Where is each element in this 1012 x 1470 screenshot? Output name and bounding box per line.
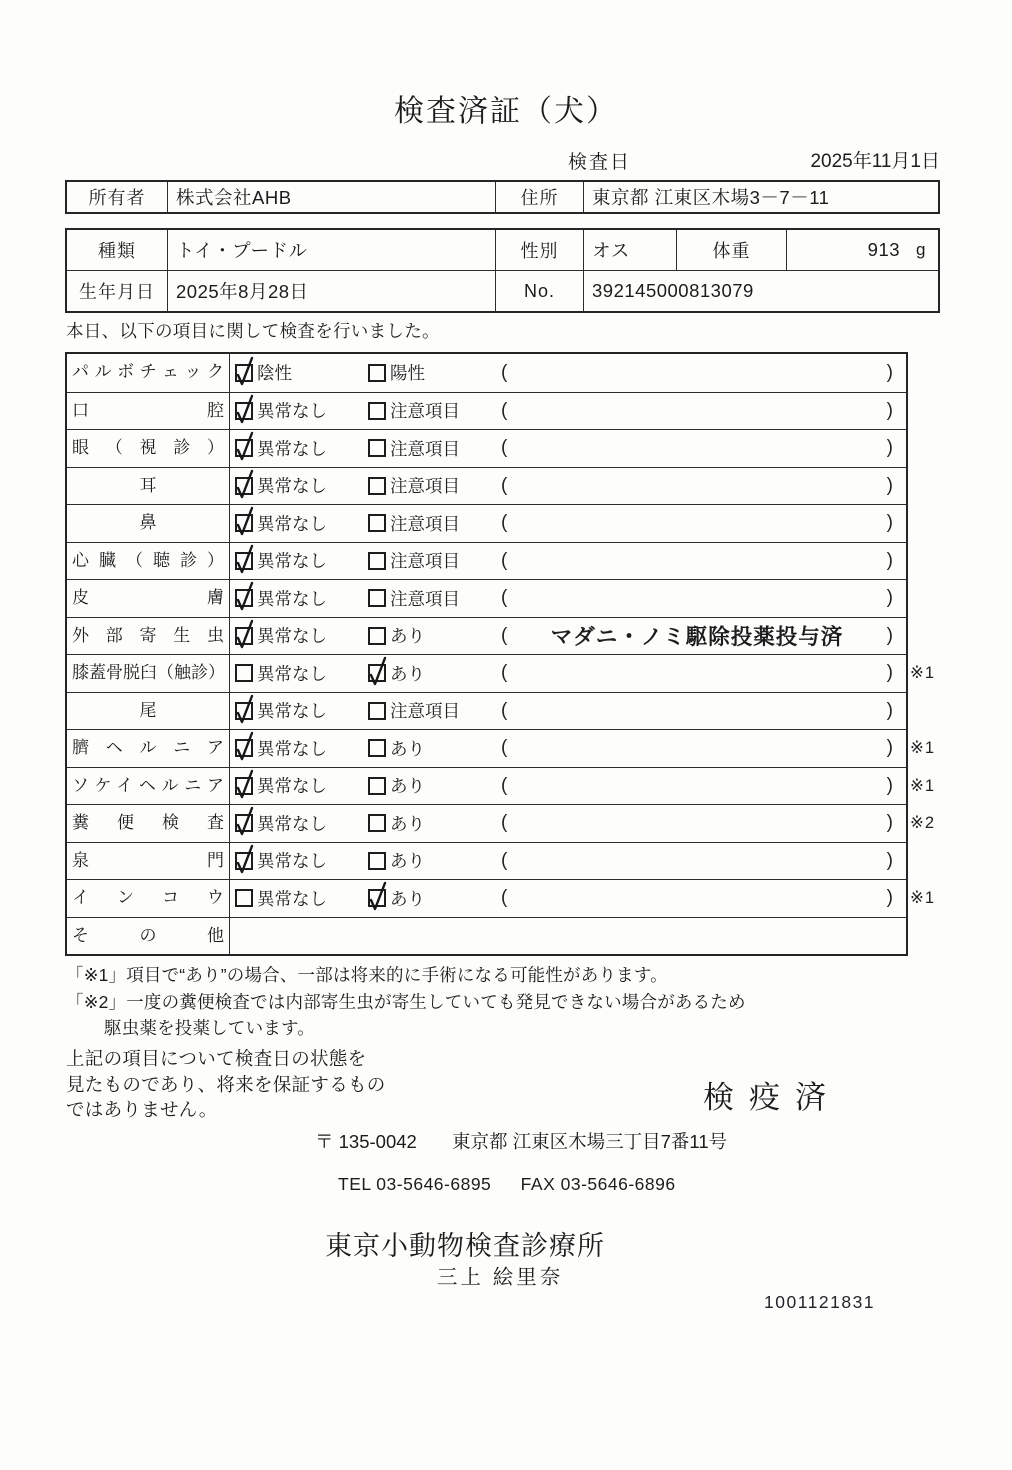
exam-row-label: その他 [67,918,230,955]
paren-close: ) [886,474,893,496]
exam-row [67,654,936,692]
checkbox-checked [235,739,253,757]
option-label: 注意項目 [390,513,460,534]
weight-unit: g [916,240,926,259]
option-label: あり [390,776,425,797]
check-mark-icon [233,355,257,387]
option-label: あり [390,813,425,834]
check-mark-icon [233,805,257,837]
check-mark-icon [233,618,257,650]
paren-close: ) [886,512,893,534]
checkbox-checked [235,852,253,870]
checkbox-checked [235,627,253,645]
paren-close: ) [886,624,893,646]
option-label: 異常なし [257,776,327,797]
exam-option [368,360,501,385]
exam-row [67,879,936,917]
exam-row [67,617,906,655]
exam-row-label: 糞便検査 [67,805,230,842]
check-mark-icon [233,730,257,762]
exam-row-label: 泉門 [67,843,230,880]
exam-row [67,842,906,880]
owner-table [65,180,940,214]
checkbox-unchecked [235,664,253,682]
no-value: 392145000813079 [583,271,938,311]
weight-number: 913 [867,239,901,260]
exam-option [235,886,368,911]
serial-number: 1001121831 [764,1292,876,1312]
exam-row-label: 外部寄生虫 [67,618,230,655]
option-label: あり [390,663,425,684]
breed-label: 種類 [98,241,136,261]
paren-close: ) [886,662,893,684]
checkbox-checked [235,364,253,382]
exam-table [65,352,936,956]
inspection-date-label: 検査日 [568,152,632,173]
intro-sentence: 本日、以下の項目に関して検査を行いました。 [66,321,440,341]
sex-value: オス [583,230,676,270]
paren-open: ( [501,361,508,383]
exam-row-content [230,768,936,805]
option-label: 異常なし [257,476,327,497]
weight-value [786,230,938,270]
exam-row-label: 口腔 [67,393,230,430]
paren-open: ( [501,587,508,609]
option-label: あり [390,888,425,909]
tel-number: TEL 03-5646-6895 [338,1174,492,1194]
exam-row [67,392,906,430]
exam-row-label: インコウ [67,880,230,917]
exam-option [368,398,501,423]
check-mark-icon [233,543,257,575]
checkbox-unchecked [368,627,386,645]
no-label: No. [495,271,583,311]
exam-row [67,692,906,730]
exam-option [235,623,368,648]
clinic-name: 東京小動物検査診療所 [325,1231,605,1261]
check-mark-icon [366,655,390,687]
paren-open: ( [501,812,508,834]
disclaimer [66,1046,386,1123]
option-label: 異常なし [257,551,327,572]
paren-close: ) [886,699,893,721]
paren-open: ( [501,699,508,721]
disclaimer-line: 見たものであり、将来を保証するもの [66,1073,386,1095]
ref-marker: ※1 [910,739,936,757]
exam-option [235,661,368,686]
exam-option [235,436,368,461]
exam-row-label: 膝蓋骨脱臼（触診） [67,655,230,692]
owner-value: 株式会社AHB [167,182,495,212]
checkbox-checked [235,777,253,795]
breed-value: トイ・プードル [167,230,495,270]
option-label: あり [390,626,425,647]
exam-row [67,467,906,505]
checkbox-checked [235,814,253,832]
exam-row-content [230,543,906,580]
option-label: 注意項目 [390,701,460,722]
paren-open: ( [501,849,508,871]
checkbox-unchecked [368,402,386,420]
checkbox-unchecked [368,814,386,832]
exam-option [368,623,501,648]
tel-fax-line [338,1174,676,1195]
paren-open: ( [501,437,508,459]
option-label: 異常なし [257,513,327,534]
footnote-2-line1: 「※2」一度の糞便検査では内部寄生虫が寄生していても発見できない場合があるため [66,991,746,1012]
paren-close: ) [886,437,893,459]
checkbox-unchecked [368,589,386,607]
exam-row-label: 心臓（聴診） [67,543,230,580]
exam-option [235,360,368,385]
option-label: 注意項目 [390,588,460,609]
disclaimer-line: 上記の項目について検査日の状態を [66,1048,367,1069]
footnote-2-line2: 駆虫薬を投薬しています。 [104,1018,315,1038]
check-mark-icon [233,393,257,425]
postal-code: 〒 135-0042 [315,1131,417,1152]
check-mark-icon [233,430,257,462]
exam-row-label: ソケイヘルニア [67,768,230,805]
address-label: 住所 [495,182,583,212]
ref-marker: ※1 [910,664,936,682]
exam-option [235,473,368,498]
checkbox-unchecked [368,702,386,720]
paren-close: ) [886,812,893,834]
owner-label: 所有者 [88,188,146,208]
ref-marker: ※1 [910,776,936,795]
exam-option [235,811,368,836]
option-label: 異常なし [257,626,327,647]
exam-option [368,773,501,798]
exam-option [368,436,501,461]
fax-number: FAX 03-5646-6896 [520,1174,676,1194]
paren-open: ( [501,549,508,571]
checkbox-checked [235,439,253,457]
exam-row [67,729,936,767]
page-title: 検査済証（犬） [394,95,618,128]
check-mark-icon [233,843,257,875]
paren-open: ( [501,774,508,796]
exam-option [368,661,501,686]
option-label: 注意項目 [390,476,460,497]
check-mark-icon [233,693,257,725]
exam-option [368,848,501,873]
checkbox-unchecked [368,477,386,495]
exam-row [67,504,906,542]
exam-option [235,548,368,573]
option-label: あり [390,738,425,759]
check-mark-icon [233,468,257,500]
checkbox-checked [235,702,253,720]
address-value: 東京都 江東区木場3－7－11 [583,182,938,212]
exam-row [67,767,936,805]
weight-label: 体重 [676,230,786,270]
option-label: 陰性 [257,363,292,384]
exam-row-content [230,730,936,767]
exam-row-content [230,843,906,880]
exam-row-label: 眼（視診） [67,430,230,467]
checkbox-checked [235,552,253,570]
option-label: 注意項目 [390,438,460,459]
birthdate-value: 2025年8月28日 [167,271,495,311]
exam-row-label: 耳 [67,468,230,505]
paren-open: ( [501,737,508,759]
exam-option [368,473,501,498]
option-label: 異常なし [257,663,327,684]
exam-option [235,698,368,723]
checkbox-checked [235,477,253,495]
checkbox-unchecked [368,514,386,532]
exam-row-content [230,618,906,655]
checkbox-checked [368,664,386,682]
checkbox-unchecked [368,852,386,870]
option-label: 異常なし [257,701,327,722]
option-label: 異常なし [257,813,327,834]
paren-open: ( [501,887,508,909]
exam-row [67,804,936,842]
exam-row-content [230,580,906,617]
exam-row-content [230,505,906,542]
option-label: 異常なし [257,401,327,422]
exam-option [368,736,501,761]
exam-row [67,917,906,955]
exam-option [368,548,501,573]
exam-row-content [230,430,906,467]
paren-close: ) [886,361,893,383]
paren-open: ( [501,399,508,421]
exam-row-content [230,805,936,842]
exam-option [235,511,368,536]
footnotes [66,962,746,1042]
exam-row [67,579,906,617]
ref-marker: ※2 [910,814,936,832]
paren-open: ( [501,662,508,684]
checkbox-unchecked [368,777,386,795]
paren-close: ) [886,587,893,609]
exam-option [235,773,368,798]
checkbox-unchecked [235,889,253,907]
option-label: 異常なし [257,888,327,909]
exam-row-label: 臍ヘルニア [67,730,230,767]
clinic-address-line [315,1128,727,1154]
checkbox-unchecked [368,439,386,457]
exam-option [368,811,501,836]
exam-option [235,848,368,873]
checkbox-unchecked [368,552,386,570]
exam-row-label: 鼻 [67,505,230,542]
option-label: 異常なし [257,438,327,459]
paren-open: ( [501,474,508,496]
paren-close: ) [886,774,893,796]
exam-option [235,586,368,611]
exam-row [67,354,906,392]
check-mark-icon [366,880,390,912]
paren-close: ) [886,399,893,421]
exam-row-content [230,393,906,430]
option-label: 注意項目 [390,401,460,422]
clinic-street-address: 東京都 江東区木場三丁目7番11号 [451,1131,728,1152]
check-mark-icon [233,768,257,800]
option-label: 異常なし [257,851,327,872]
checkbox-unchecked [368,364,386,382]
exam-row-label: 皮膚 [67,580,230,617]
birthdate-label: 生年月日 [79,282,155,302]
checkbox-checked [235,514,253,532]
sex-label: 性別 [495,230,583,270]
ref-marker: ※1 [910,889,936,907]
pet-table [65,228,940,313]
exam-option [368,698,501,723]
exam-option [368,511,501,536]
checkbox-checked [235,402,253,420]
checkbox-checked [368,889,386,907]
exam-option [235,736,368,761]
exam-option [368,886,501,911]
exam-row-content [230,693,906,730]
footnote-1: 「※1」項目で“あり”の場合、一部は将来的に手術になる可能性があります。 [66,965,668,985]
paren-close: ) [886,849,893,871]
quarantine-stamp: 検疫済 [703,1080,841,1115]
exam-row-content [230,880,936,917]
exam-row-content [230,918,906,955]
option-label: 異常なし [257,738,327,759]
staff-name: 三上 絵里奈 [437,1266,564,1289]
exam-row-label: 尾 [67,693,230,730]
disclaimer-line: ではありません。 [66,1099,218,1120]
check-mark-icon [233,505,257,537]
exam-row-content [230,468,906,505]
paren-remark: マダニ・ノミ駆除投薬投与済 [550,625,844,650]
exam-row-content [230,655,936,692]
exam-option [368,586,501,611]
option-label: 注意項目 [390,551,460,572]
option-label: 異常なし [257,588,327,609]
exam-row-label: パルボチェック [67,354,230,392]
paren-open: ( [501,624,508,646]
exam-row [67,429,906,467]
paren-open: ( [501,512,508,534]
check-mark-icon [233,580,257,612]
option-label: あり [390,851,425,872]
paren-close: ) [886,549,893,571]
exam-row [67,542,906,580]
checkbox-checked [235,589,253,607]
inspection-date-value: 2025年11月1日 [810,151,940,172]
exam-row-content [230,354,906,392]
checkbox-unchecked [368,739,386,757]
paren-close: ) [886,737,893,759]
exam-option [235,398,368,423]
paren-close: ) [886,887,893,909]
option-label: 陽性 [390,363,425,384]
